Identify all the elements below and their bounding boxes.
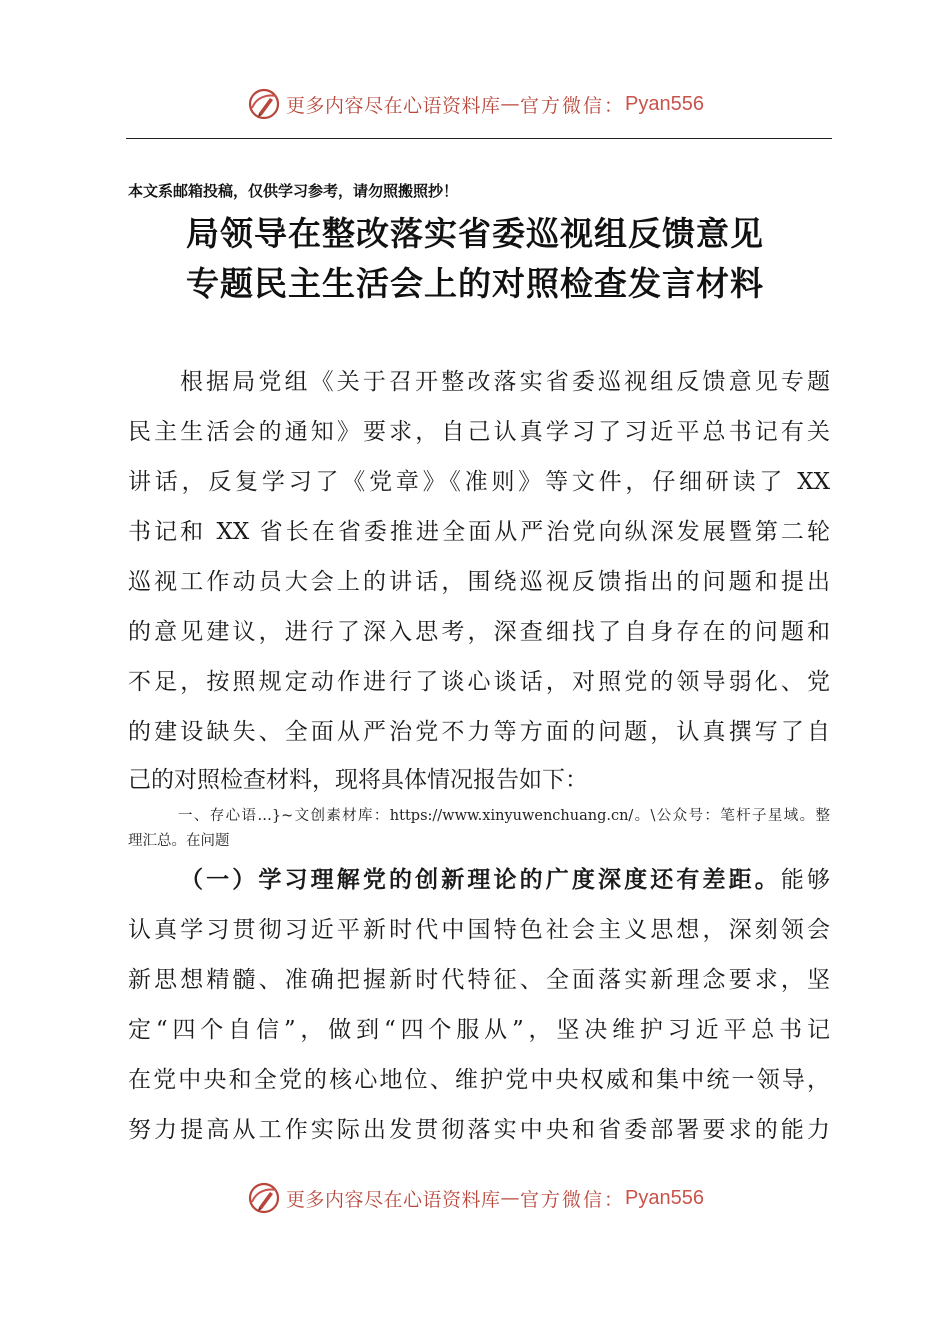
header-divider <box>126 138 832 139</box>
watermark-separator: — <box>500 1187 521 1209</box>
intro-line: 民主生活会的通知》要求，自己认真学习了习近平总书记有关 <box>128 419 830 445</box>
intro-line: 不足，按照规定动作进行了谈心谈话，对照党的领导弱化、党 <box>128 669 830 695</box>
subsection-line: 在党中央和全党的核心地位、维护党中央权威和集中统一领导， <box>128 1067 830 1093</box>
watermark-account: Pyan556 <box>625 1186 704 1209</box>
intro-line: 的建设缺失、全面从严治党不力等方面的问题，认真撰写了自 <box>128 719 830 745</box>
section-heading-line: 一、存心语…}~文创素材库：https://www.xinyuwenchuang.cn/。\公众号：笔杆子星域。整 <box>178 808 830 824</box>
subsection-line: 认真学习贯彻习近平新时代中国特色社会主义思想，深刻领会 <box>128 917 830 943</box>
watermark-banner-bottom <box>0 1178 950 1218</box>
watermark-banner-top <box>0 84 950 124</box>
intro-line: 讲话，反复学习了《党章》《准则》等文件，仔细研读了 XX <box>128 469 830 495</box>
subsection-text: 能够 <box>780 867 830 893</box>
intro-line: 根据局党组《关于召开整改落实省委巡视组反馈意见专题 <box>180 369 830 395</box>
watermark-separator: — <box>500 93 521 115</box>
pen-logo-icon <box>246 1180 282 1216</box>
subsection-first-line <box>180 862 830 898</box>
section-heading-line: 理汇总。在问题 <box>128 833 230 849</box>
watermark-brand-text: 更多内容尽在心语资料库 <box>286 1188 501 1211</box>
subsection-heading: （一）学习理解党的创新理论的广度深度还有差距。 <box>180 866 781 893</box>
intro-line: 己的对照检查材料，现将具体情况报告如下： <box>128 767 588 793</box>
intro-line: 书记和 XX 省长在省委推进全面从严治党向纵深发展暨第二轮 <box>128 519 830 545</box>
subsection-line: 努力提高从工作实际出发贯彻落实中央和省委部署要求的能力 <box>128 1117 830 1143</box>
intro-line: 的意见建议，进行了深入思考，深查细找了自身存在的问题和 <box>128 619 830 645</box>
subsection-line: 新思想精髓、准确把握新时代特征、全面落实新理念要求，坚 <box>128 967 830 993</box>
watermark-wechat-label: 官方微信： <box>520 94 626 117</box>
submission-note: 本文系邮箱投稿，仅供学习参考，请勿照搬照抄！ <box>128 182 459 200</box>
intro-line: 巡视工作动员大会上的讲话，围绕巡视反馈指出的问题和提出 <box>128 569 830 595</box>
watermark-wechat-label: 官方微信： <box>520 1188 626 1211</box>
title-line-2: 专题民主生活会上的对照检查发言材料 <box>186 264 764 303</box>
subsection-line: 定“四个自信”，做到“四个服从”，坚决维护习近平总书记 <box>128 1017 830 1043</box>
title-line-1: 局领导在整改落实省委巡视组反馈意见 <box>186 214 764 253</box>
pen-logo-icon <box>246 86 282 122</box>
watermark-account: Pyan556 <box>625 92 704 115</box>
watermark-brand-text: 更多内容尽在心语资料库 <box>286 94 501 117</box>
